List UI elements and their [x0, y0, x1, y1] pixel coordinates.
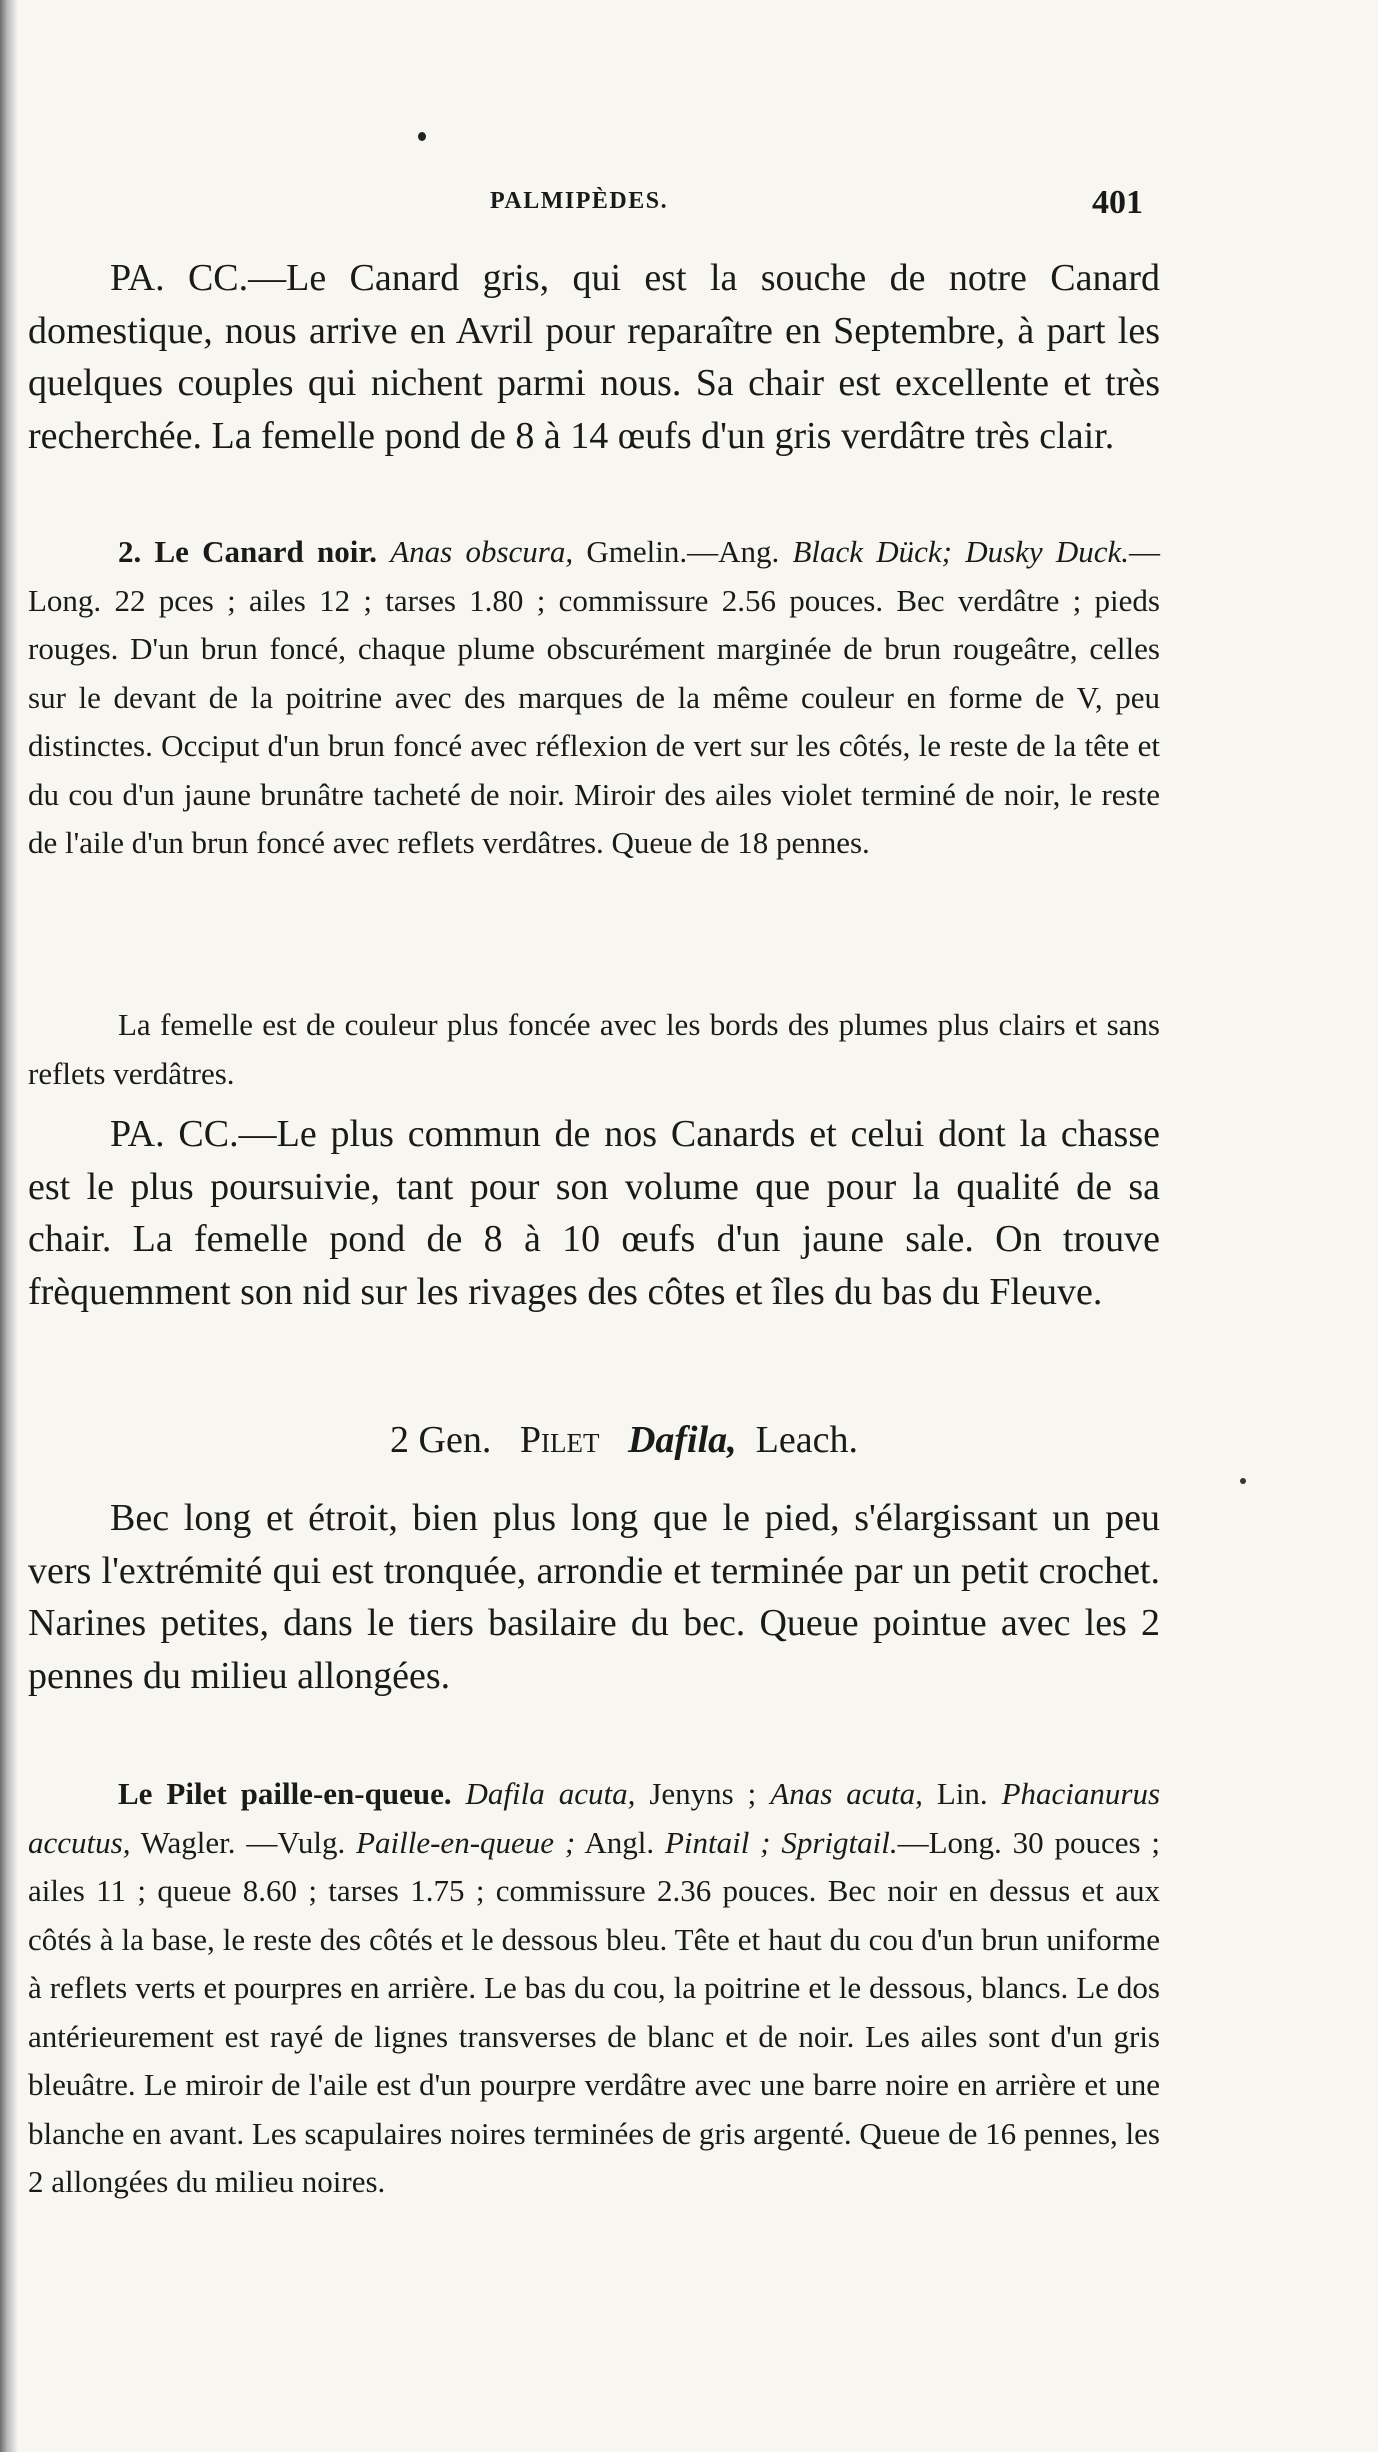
ink-speck: [1240, 1478, 1246, 1484]
angl-label: Angl.: [584, 1824, 655, 1860]
english-names: Black Dück; Dusky Duck.: [792, 534, 1130, 569]
latin-synonym: Anas acuta,: [770, 1776, 923, 1811]
description: —Long. 30 pouces ; ailes 11 ; queue 8.60 ; tarses 1.75 ; commissure 2.36 pouces. Bec noir en dessus et aux côtés à la base, le reste des côtés et le dessous bleu. Tête et haut du cou d'un brun uniforme à reflets verts et pourpres en arrière. Le bas du cou, la poitrine et le dessous, blancs. Le dos antérieurement est rayé de lignes transverses de blanc et de noir. Les ailes sont d'un gris bleuâtre. Le miroir de l'aile est d'un pourpre verdâtre avec une barre noire en arrière et une blanche en avant. Les scapulaires noires terminées de gris argenté. Queue de 16 pennes, les 2 allongées du milieu noires.: [28, 1824, 1160, 2199]
latin-synonym: Phacianurus accutus,: [28, 1776, 1161, 1860]
entry-number: 2.: [118, 534, 142, 569]
paragraph-femelle: La femelle est de couleur plus foncée avec les bords des plumes plus clairs et sans reflets verdâtres.: [28, 1007, 1160, 1091]
english-names: Pintail ; Sprigtail.: [664, 1824, 898, 1860]
genus-french-name: Pilet: [519, 1419, 600, 1461]
page-number: 401: [1092, 184, 1143, 221]
entry-canard-noir: [28, 528, 1160, 868]
latin-name: Dafila acuta,: [465, 1776, 636, 1811]
author: Gmelin.—Ang.: [586, 534, 780, 569]
running-head: PALMIPÈDES.: [490, 188, 669, 214]
latin-name: Anas obscura,: [390, 534, 574, 569]
author: Wagler. —Vulg.: [140, 1824, 346, 1860]
genus-latin-name: Dafila,: [627, 1419, 737, 1461]
paragraph-genus-description: Bec long et étroit, bien plus long que le pied, s'élargissant un peu vers l'extrémité qui est tronquée, arrondie et terminée par un petit crochet. Narines petites, dans le tiers basilaire du bec. Queue pointue avec les 2 pennes du milieu allongées.: [28, 1497, 1160, 1697]
species-name: Le Canard noir.: [154, 534, 378, 569]
author: Jenyns ;: [649, 1776, 757, 1811]
page-header: [0, 184, 1378, 234]
genus-heading: [28, 1414, 1160, 1466]
paragraph-canard-gris-notes: PA. CC.—Le Canard gris, qui est la souche de notre Canard domestique, nous arrive en Avril pour reparaître en Septembre, à part les quelques couples qui nichent parmi nous. Sa chair est excellente et très recherchée. La femelle pond de 8 à 14 œufs d'un gris verdâtre très clair.: [28, 257, 1160, 457]
vulgar-name: Paille-en-queue ;: [356, 1824, 576, 1860]
page-edge-shadow: [0, 0, 18, 2452]
author: Lin.: [936, 1776, 988, 1811]
genus-author: Leach.: [755, 1419, 858, 1461]
entry-pilet: [28, 1770, 1160, 2207]
ink-dot: [418, 132, 426, 141]
description: —Long. 22 pces ; ailes 12 ; tarses 1.80 ; commissure 2.56 pouces. Bec verdâtre ; pieds rouges. D'un brun foncé, chaque plume obscurément marginée de brun rougeâtre, celles sur le devant de la poitrine avec des marques de la même couleur en forme de V, peu distinctes. Occiput d'un brun foncé avec réflexion de vert sur les côtés, le reste de la tête et du cou d'un jaune brunâtre tacheté de noir. Miroir des ailes violet terminé de noir, le reste de l'aile d'un brun foncé avec reflets verdâtres. Queue de 18 pennes.: [28, 534, 1161, 860]
species-name: Le Pilet paille-en-queue.: [118, 1776, 452, 1811]
paragraph-canard-noir-notes: PA. CC.—Le plus commun de nos Canards et celui dont la chasse est le plus poursuivie, tant pour son volume que pour la qualité de sa chair. La femelle pond de 8 à 10 œufs d'un jaune sale. On trouve frèquemment son nid sur les rivages des côtes et îles du bas du Fleuve.: [28, 1113, 1160, 1313]
genus-prefix: 2 Gen.: [390, 1419, 492, 1461]
